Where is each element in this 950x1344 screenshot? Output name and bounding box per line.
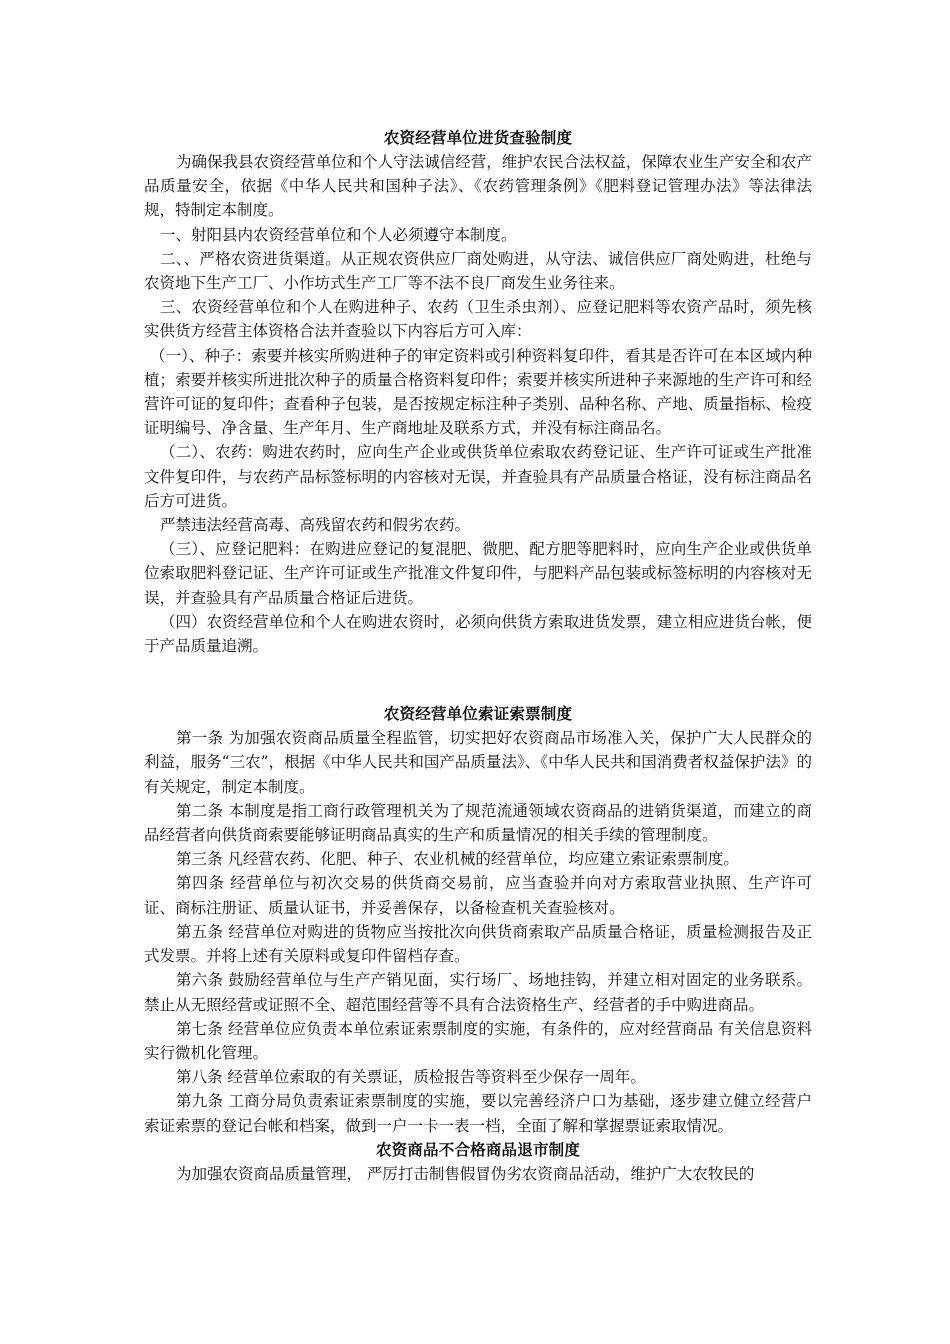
section-3-intro: 为加强农资商品质量管理， 严厉打击制售假冒伪劣农资商品活动，维护广大农牧民的 — [176, 1164, 755, 1183]
section-1-title: 农资经营单位进货查验制度 — [383, 128, 573, 147]
section-1-item-invoices: （四）农资经营单位和个人在购进农资时，必须向供货方索取进货发票，建立相应进货台帐，便于产品质量追溯。 — [144, 612, 812, 656]
document-page — [144, 126, 812, 1186]
section-1-intro: 为确保我县农资经营单位和个人守法诚信经营，维护农民合法权益，保障农业生产安全和农产品质量安全，依据《中华人民共和国种子法》、《农药管理条例》《肥料登记管理办法》等法律法规，特制定本制度。 — [144, 153, 812, 220]
section-1-prohibition: 严禁违法经营高毒、高残留农药和假劣农药。 — [160, 516, 471, 535]
section-3-title: 农资商品不合格商品退市制度 — [375, 1139, 581, 1159]
section-1-item-pesticides: （二）、农药：购进农药时，应向生产企业或供货单位索取农药登记证、生产许可证或生产批准文件复印件，与农药产品标签标明的内容核对无误，并查验具有产品质量合格证，没有标注商品名后方可进货。 — [144, 443, 812, 510]
section-spacer — [144, 658, 812, 702]
section-2-article-3: 第三条 凡经营农药、化肥、种子、农业机械的经营单位，均应建立索证索票制度。 — [176, 850, 739, 869]
section-1-item-fertilizers: （三）、应登记肥料：在购进应登记的复混肥、微肥、配方肥等肥料时，应向生产企业或供货单位索取肥料登记证、生产许可证或生产批准文件复印件，与肥料产品包装或标签标明的内容核对无误，并查验具有产品质量合格证后进货。 — [144, 540, 812, 607]
section-1-clause-2: 二、、严格农资进货渠道。从正规农资供应厂商处购进，从守法、诚信供应厂商处购进，杜绝与农资地下生产工厂、小作坊式生产工厂等不法不良厂商发生业务往来。 — [144, 249, 812, 293]
section-2-article-2: 第二条 本制度是指工商行政管理机关为了规范流通领域农资商品的进销货渠道，而建立的商品经营者向供货商索要能够证明商品真实的生产和质量情况的相关手续的管理制度。 — [144, 801, 812, 845]
section-2-article-4: 第四条 经营单位与初次交易的供货商交易前，应当查验并向对方索取营业执照、生产许可证、商标注册证、质量认证书，并妥善保存，以备检查机关查验核对。 — [144, 874, 812, 917]
section-2-article-1: 第一条 为加强农资商品质量全程监管，切实把好农资商品市场准入关，保护广大人民群众的利益，服务“三农”，根据《中华人民共和国产品质量法》、《中华人民共和国消费者权益保护法》的有关规定，制定本制度。 — [144, 729, 812, 796]
section-1-item-seeds: （一）、种子：索要并核实所购进种子的审定资料或引种资料复印件，看其是否许可在本区域内种植；索要并核实所进批次种子的质量合格资料复印件；索要并核实所进种子来源地的生产许可和经营许可证的复印件；查看种子包装，是否按规定标注种子类别、品种名称、产地、质量指标、检疫证明编号、净含量、生产年月、生产商地址及联系方式，并没有标注商品名。 — [144, 346, 812, 438]
section-1-clause-3: 三、农资经营单位和个人在购进种子、农药（卫生杀虫剂）、应登记肥料等农资产品时，须先核实供货方经营主体资格合法并查验以下内容后方可入库： — [144, 298, 812, 341]
section-2-article-9: 第九条 工商分局负责索证索票制度的实施，要以完善经济户口为基础，逐步建立健立经营户索证索票的登记台帐和档案，做到一户一卡一表一档，全面了解和掌握票证索取情况。 — [144, 1092, 812, 1135]
section-2-title: 农资经营单位索证索票制度 — [383, 704, 573, 724]
section-2-article-7: 第七条 经营单位应负责本单位索证索票制度的实施，有条件的，应对经营商品 有关信息资料实行微机化管理。 — [144, 1019, 812, 1062]
section-1-clause-1: 一、射阳县内农资经营单位和个人必须遵守本制度。 — [160, 225, 517, 244]
section-2-article-8: 第八条 经营单位索取的有关票证，质检报告等资料至少保存一周年。 — [176, 1068, 646, 1087]
section-2-article-5: 第五条 经营单位对购进的货物应当按批次向供货商索取产品质量合格证，质量检测报告及正式发票。并将上述有关原料或复印件留档存查。 — [144, 922, 812, 966]
section-2-article-6: 第六条 鼓励经营单位与生产产销见面，实行场厂、场地挂钩，并建立相对固定的业务联系。禁止从无照经营或证照不全、超范围经营等不具有合法资格生产、经营者的手中购进商品。 — [144, 971, 812, 1014]
